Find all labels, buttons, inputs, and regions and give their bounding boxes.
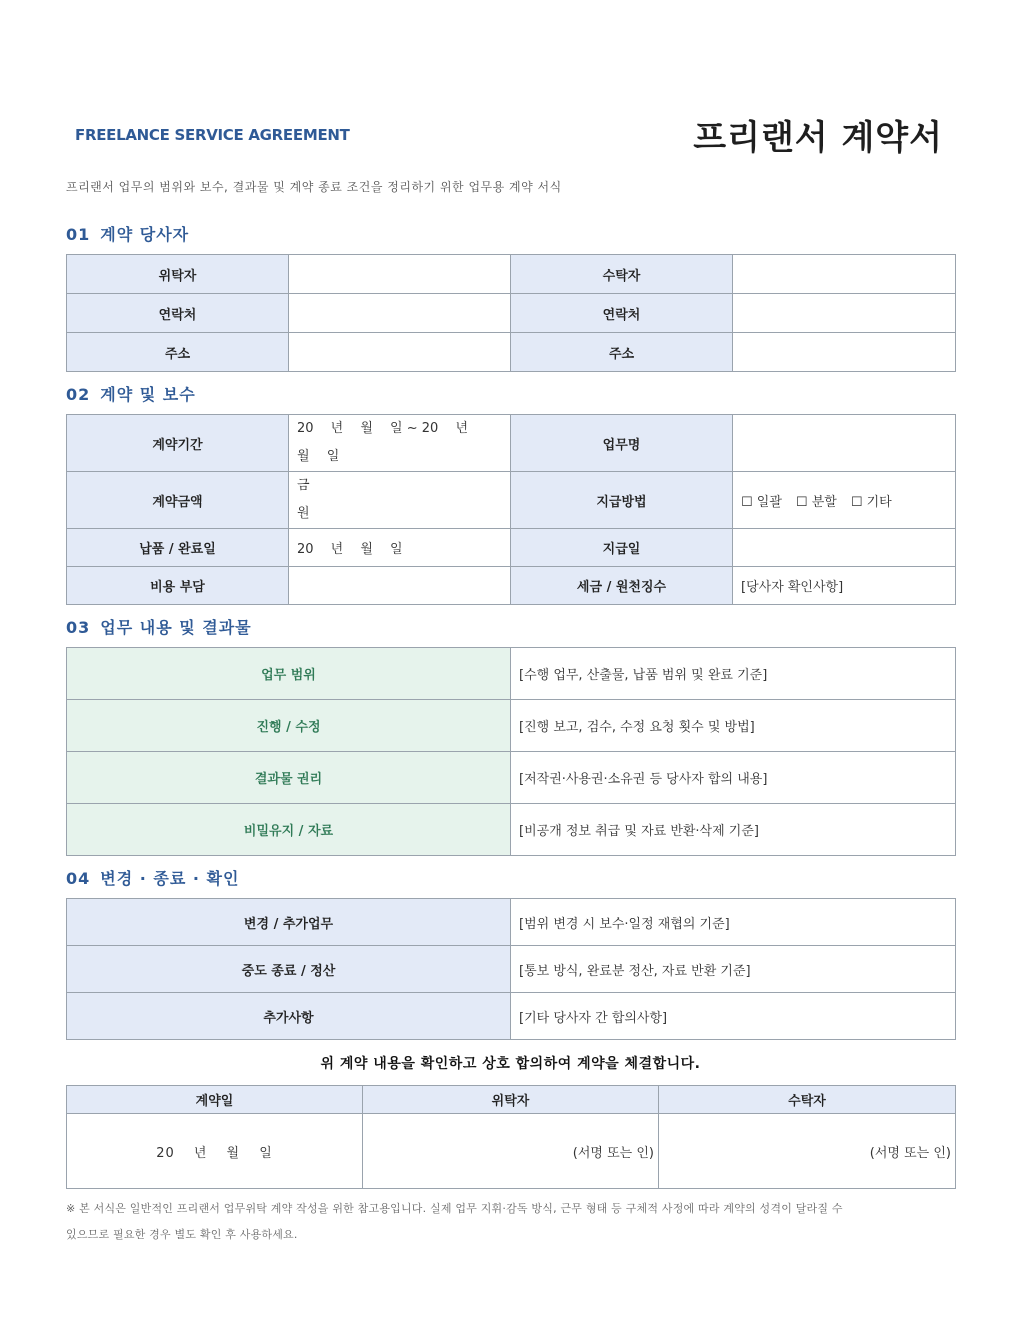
period-line-1: 20 년 월 일 ~ 20 년 [297,421,469,436]
korean-title: 프리랜서 계약서 [693,118,943,158]
contractor-contact-field[interactable] [733,294,956,333]
table-row [67,294,956,333]
contract-date-field[interactable]: 20 년 월 일 [67,1114,363,1189]
footnote-line-2: 있으므로 필요한 경우 별도 확인 후 사용하세요. [66,1228,298,1241]
section-title: 계약 당사자 [100,225,190,244]
table-row [67,567,956,605]
period-line-2: 월 일 [297,449,340,464]
contractor-signature-field[interactable]: (서명 또는 인) [659,1114,956,1189]
section-title: 업무 내용 및 결과물 [100,618,252,637]
confidentiality-label: 비밀유지 / 자료 [67,804,511,856]
contractor-label: 수탁자 [511,255,733,294]
termination-label: 중도 종료 / 정산 [67,946,511,993]
contractor-header: 수탁자 [659,1086,956,1114]
confidentiality-field[interactable]: [비공개 정보 취급 및 자료 반환·삭제 기준] [511,804,956,856]
table-row [67,529,956,567]
table-row [67,415,956,472]
job-name-label: 업무명 [511,415,733,472]
contractor-field[interactable] [733,255,956,294]
section-04-heading [66,866,239,889]
table-row [67,1114,956,1189]
footnote [66,1196,955,1248]
payment-date-label: 지급일 [511,529,733,567]
contractor-address-field[interactable] [733,333,956,372]
table-row [67,472,956,529]
delivery-date-label: 납품 / 완료일 [67,529,289,567]
amount-field[interactable] [289,472,511,529]
table-header-row [67,1086,956,1114]
rights-field[interactable]: [저작권·사용권·소유권 등 당사자 합의 내용] [511,752,956,804]
signature-table [66,1085,956,1189]
period-field[interactable] [289,415,511,472]
client-signature-field[interactable]: (서명 또는 인) [363,1114,659,1189]
amount-line-1: 금 [297,478,310,493]
contractor-contact-label: 연락처 [511,294,733,333]
confirmation-statement: 위 계약 내용을 확인하고 상호 합의하여 계약을 체결합니다. [320,1056,701,1072]
section-number: 03 [66,618,91,637]
additional-field[interactable]: [기타 당사자 간 합의사항] [511,993,956,1040]
document-header [66,100,955,170]
termination-field[interactable]: [통보 방식, 완료분 정산, 자료 반환 기준] [511,946,956,993]
client-contact-field[interactable] [289,294,511,333]
document-subtitle: 프리랜서 업무의 범위와 보수, 결과물 및 계약 종료 조건을 정리하기 위한 업무용 계약 서식 [66,180,562,194]
contract-date-header: 계약일 [67,1086,363,1114]
checkbox-lump-sum[interactable]: ☐ 일괄 [741,494,782,510]
tax-label: 세금 / 원천징수 [511,567,733,605]
client-address-label: 주소 [67,333,289,372]
tax-field[interactable]: [당사자 확인사항] [733,567,956,605]
table-row [67,946,956,993]
progress-field[interactable]: [진행 보고, 검수, 수정 요청 횟수 및 방법] [511,700,956,752]
delivery-date-field[interactable]: 20 년 월 일 [289,529,511,567]
scope-label: 업무 범위 [67,648,511,700]
table-row [67,993,956,1040]
checkbox-other[interactable]: ☐ 기타 [850,494,892,510]
table-row [67,333,956,372]
additional-label: 추가사항 [67,993,511,1040]
job-name-field[interactable] [733,415,956,472]
rights-label: 결과물 권리 [67,752,511,804]
period-label: 계약기간 [67,415,289,472]
section-number: 04 [66,869,91,888]
table-row [67,804,956,856]
checkbox-installment[interactable]: ☐ 분할 [795,494,837,510]
contractor-address-label: 주소 [511,333,733,372]
table-row [67,752,956,804]
change-label: 변경 / 추가업무 [67,899,511,946]
progress-label: 진행 / 수정 [67,700,511,752]
section-number: 02 [66,385,91,404]
section-02-heading [66,382,196,405]
cost-burden-label: 비용 부담 [67,567,289,605]
section-number: 01 [66,225,91,244]
section-title: 변경 · 종료 · 확인 [100,869,240,888]
payment-method-options [733,472,956,529]
table-row [67,255,956,294]
parties-table [66,254,956,372]
section-title: 계약 및 보수 [100,385,196,404]
amount-line-2: 원 [297,506,310,521]
change-field[interactable]: [범위 변경 시 보수·일정 재협의 기준] [511,899,956,946]
english-title: FREELANCE SERVICE AGREEMENT [75,126,350,144]
scope-field[interactable]: [수행 업무, 산출물, 납품 범위 및 완료 기준] [511,648,956,700]
client-label: 위탁자 [67,255,289,294]
table-row [67,899,956,946]
table-row [67,700,956,752]
section-01-heading [66,222,189,245]
client-header: 위탁자 [363,1086,659,1114]
client-contact-label: 연락처 [67,294,289,333]
change-termination-table [66,898,956,1040]
cost-burden-field[interactable] [289,567,511,605]
client-address-field[interactable] [289,333,511,372]
table-row [67,648,956,700]
footnote-line-1: ※ 본 서식은 일반적인 프리랜서 업무위탁 계약 작성을 위한 참고용입니다. 실제 업무 지휘·감독 방식, 근무 형태 등 구체적 사정에 따라 계약의 성격이 달라질 수 [66,1202,843,1215]
contract-payment-table [66,414,956,605]
payment-date-field[interactable] [733,529,956,567]
work-content-table [66,647,956,856]
payment-method-label: 지급방법 [511,472,733,529]
section-03-heading [66,615,252,638]
client-field[interactable] [289,255,511,294]
amount-label: 계약금액 [67,472,289,529]
